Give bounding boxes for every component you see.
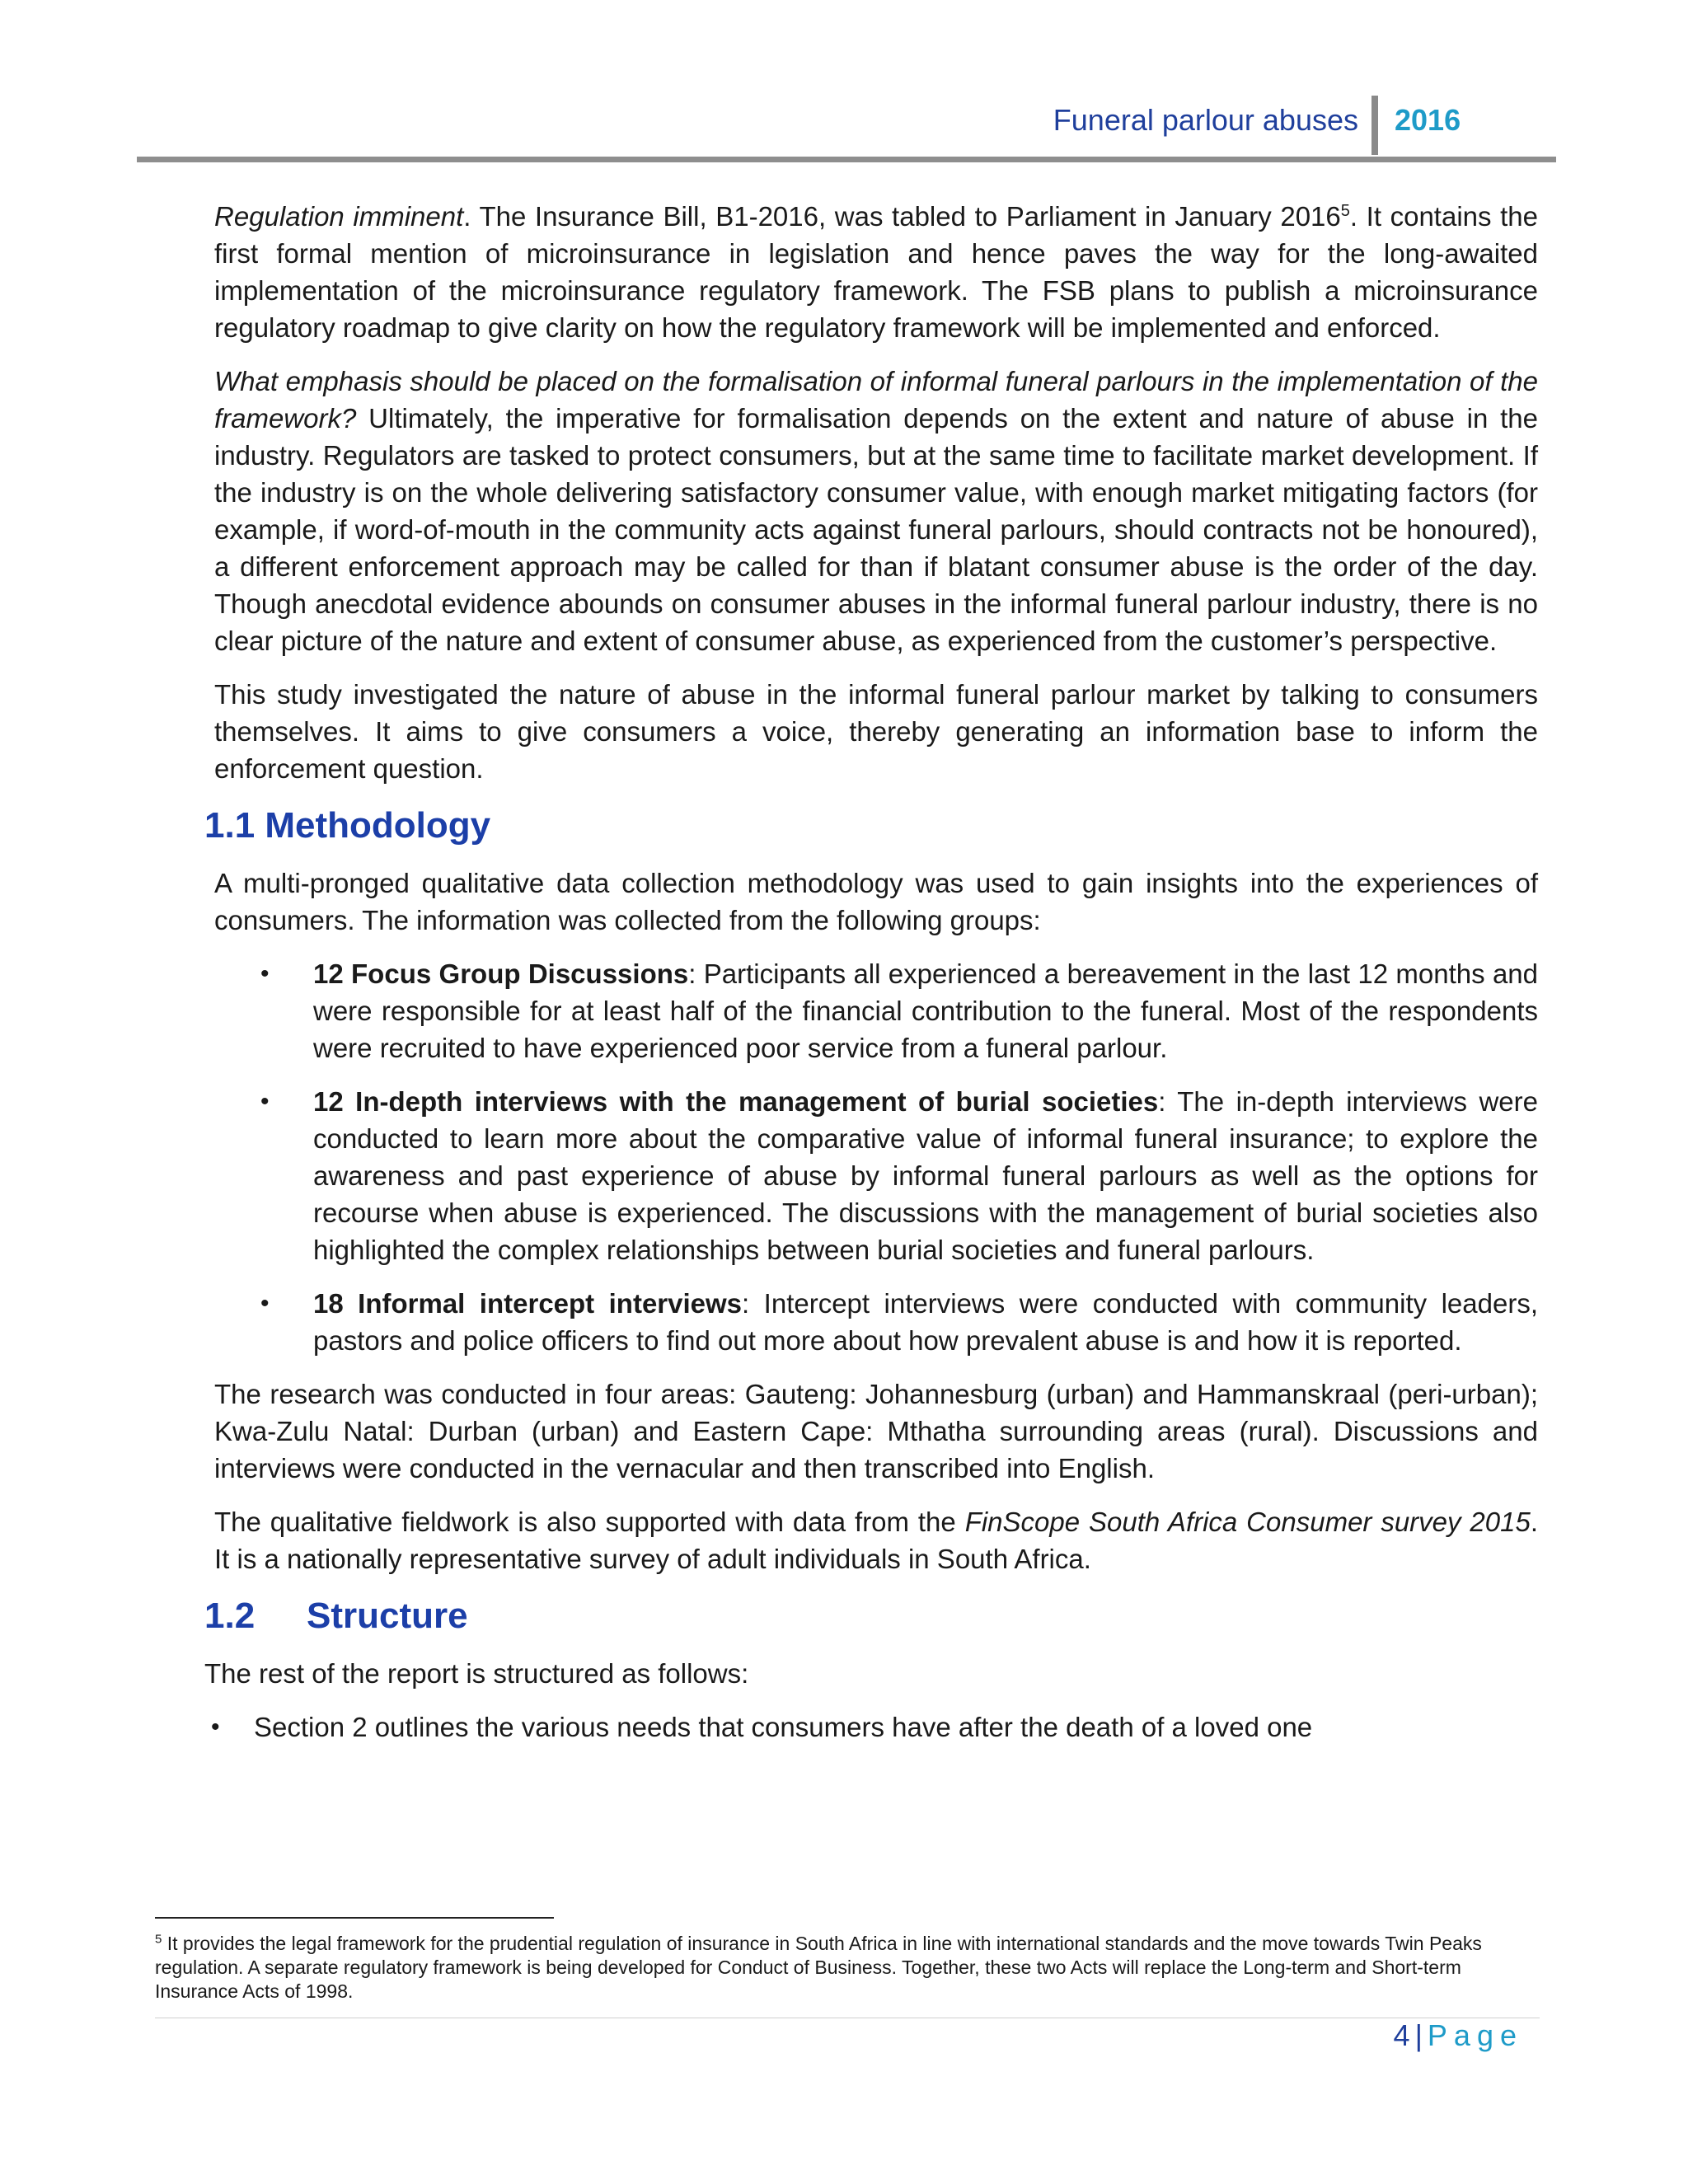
methodology-list (214, 955, 1538, 1359)
list-item-text: : The in-depth interviews were conducted to learn more about the comparative value of informal funeral insurance; to explore the awareness and past experience of abuse by informal funeral parlours as well as the options for recourse when abuse is experienced. The discussions with the management of burial societies also highlighted the complex relationships between burial societies and funeral parlours. (313, 1086, 1538, 1265)
bullet-icon: • (260, 1290, 270, 1317)
list-item-text: : Participants all experienced a bereavement in the last 12 months and were responsible for at least half of the financial contribution to the funeral. Most of the respondents were recruited to have experienced poor service from a funeral parlour. (313, 958, 1538, 1063)
page-label: Page (1427, 2018, 1523, 2052)
page-separator: | (1414, 2018, 1423, 2052)
structure-list (204, 1708, 1538, 1746)
list-item (204, 1708, 1538, 1746)
paragraph-text: . The Insurance Bill, B1-2016, was tabled to Parliament in January 2016 (463, 201, 1341, 232)
list-item (214, 1083, 1538, 1268)
header-divider (1372, 96, 1378, 155)
paragraph-text: The qualitative fieldwork is also supported with data from the (214, 1507, 965, 1537)
paragraph-regulation-imminent (214, 198, 1538, 346)
paragraph-formalisation (214, 363, 1538, 659)
paragraph-text: Ultimately, the imperative for formalisation depends on the extent and nature of abuse in the industry. Regulators are tasked to protect consumers, but at the same time to facilitate market development. If the industry is on the whole delivering satisfactory consumer value, with enough market mitigating factors (for example, if word-of-mouth in the community acts against funeral parlours, should contracts not be honoured), a different enforcement approach may be called for than if blatant consumer abuse is the order of the day. Though anecdotal evidence abounds on consumer abuses in the informal funeral parlour industry, there is no clear picture of the nature and extent of consumer abuse, as experienced from the customer’s perspective. (214, 403, 1538, 656)
page-number-value: 4 (1393, 2018, 1410, 2052)
list-item-bold: 12 In-depth interviews with the management of burial societies (313, 1086, 1159, 1117)
paragraph-text: . It is a nationally representative survey of adult individuals in South Africa. (214, 1507, 1539, 1574)
paragraph-research-areas: The research was conducted in four areas: Gauteng: Johannesburg (urban) and Hammanskraal (peri-urban); Kwa-Zulu Natal: Durban (urban) and Eastern Cape: Mthatha surrounding areas (rural). Discussions and interviews were conducted in the vernacular and then transcribed into English. (214, 1379, 1538, 1483)
footnote-ref-5[interactable]: 5 (1340, 202, 1350, 220)
list-item (214, 1285, 1538, 1359)
emphasis-question: What emphasis should be placed on the formalisation of informal funeral parlours in the implementation of the framework? (214, 366, 1538, 434)
running-header-year: 2016 (1395, 103, 1461, 137)
footnote-5 (155, 1932, 1507, 2004)
list-item-text: : Intercept interviews were conducted with community leaders, pastors and police officers to find out more about how prevalent abuse is and how it is reported. (313, 1288, 1538, 1356)
bullet-icon: • (260, 1088, 270, 1115)
section-title: Structure (307, 1596, 468, 1636)
list-item (214, 955, 1538, 1066)
bullet-icon: • (211, 1713, 220, 1741)
paragraph-methodology-intro: A multi-pronged qualitative data collection methodology was used to gain insights into the experiences of consumers. The information was collected from the following groups: (214, 868, 1538, 935)
page-number (1393, 2018, 1523, 2052)
bullet-icon: • (260, 960, 270, 987)
running-header-title: Funeral parlour abuses (1053, 103, 1358, 137)
section-heading-structure (204, 1594, 1538, 1638)
list-item-text: Section 2 outlines the various needs that consumers have after the death of a loved one (254, 1712, 1313, 1742)
header-rule (137, 157, 1556, 162)
footnote-text: It provides the legal framework for the prudential regulation of insurance in South Africa in line with international standards and the move towards Twin Peaks regulation. A separate regulatory framework is being developed for Conduct of Business. Together, these two Acts will replace the Long-term and Short-term Insurance Acts of 1998. (155, 1933, 1482, 2002)
list-item-bold: 18 Informal intercept interviews (313, 1288, 743, 1319)
paragraph-structure-intro: The rest of the report is structured as follows: (204, 1658, 749, 1689)
emphasis-regulation-imminent: Regulation imminent (214, 201, 464, 232)
section-heading-methodology: 1.1 Methodology (204, 805, 491, 846)
footnote-marker: 5 (155, 1932, 162, 1947)
paragraph-finscope (214, 1503, 1538, 1577)
paragraph-text: . It contains the first formal mention of microinsurance in legislation and hence paves the way for the long-awaited implementation of the microinsurance regulatory framework. The FSB plans to publish a microinsurance regulatory roadmap to give clarity on how the regulatory framework will be implemented and enforced. (214, 201, 1538, 343)
section-number: 1.2 (204, 1596, 256, 1636)
list-item-bold: 12 Focus Group Discussions (313, 958, 689, 989)
page-body (204, 198, 1539, 1746)
footnote-separator (155, 1917, 554, 1919)
emphasis-finscope: FinScope South Africa Consumer survey 2015 (964, 1507, 1531, 1537)
paragraph-study: This study investigated the nature of abuse in the informal funeral parlour market by talking to consumers themselves. It aims to give consumers a voice, thereby generating an information base to inform the enforcement question. (214, 679, 1538, 784)
